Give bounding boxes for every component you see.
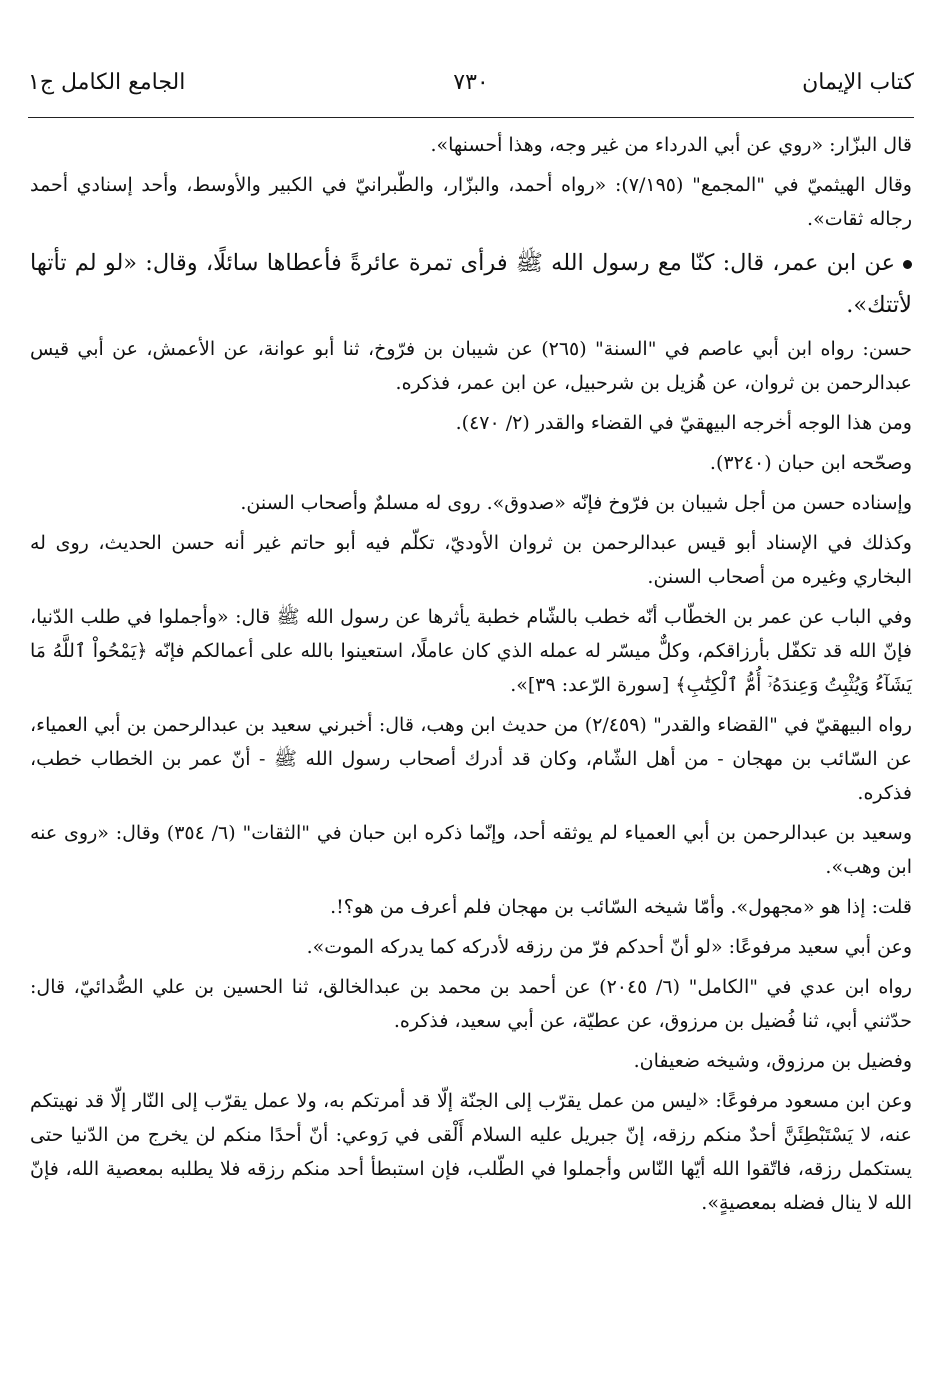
page-header <box>28 52 914 112</box>
paragraph: وصحّحه ابن حبان (٣٢٤٠). <box>709 452 912 474</box>
paragraph: وعن أبي سعيد مرفوعًا: «لو أنّ أحدكم فرّ من رزقه لأدركه كما يدركه الموت». <box>306 936 912 958</box>
paragraph: وفي الباب عن عمر بن الخطّاب أنّه خطب بالشّام خطبة يأثرها عن رسول الله ﷺ قال: «وأجملوا في طلب الدّنيا، فإنّ الله قد تكفّل بأرزاقكم، وكلٌّ ميسّر له عمله الذي كان عاملًا، استعينوا بالله على أعمالكم فإنّه ﴿يَمْحُواْ ٱللَّهُ مَا يَشَآءُ وَيُثْبِتُ وَعِندَهُۥٓ أُمُّ ٱلْكِتَٰبِ﴾ [سورة الرّعد: ٣٩]». <box>30 606 912 696</box>
bullet-icon <box>903 260 912 269</box>
paragraph: وإسناده حسن من أجل شيبان بن فرّوخ فإنّه «صدوق». روى له مسلمٌ وأصحاب السنن. <box>240 492 912 514</box>
paragraph: رواه البيهقيّ في "القضاء والقدر" (٢/٤٥٩) من حديث ابن وهب، قال: أخبرني سعيد بن عبدالرحمن بن أبي العمياء، عن السّائب بن مهجان - من أهل الشّام، وكان قد أدرك أصحاب رسول الله ﷺ - أنّ عمر بن الخطاب خطب، فذكره. <box>30 714 912 804</box>
paragraph: وسعيد بن عبدالرحمن بن أبي العمياء لم يوثقه أحد، وإنّما ذكره ابن حبان في "الثقات" (٦/ ٣٥٤) وقال: «روى عنه ابن وهب». <box>30 822 913 878</box>
page-number: ٧٣٠ <box>453 69 489 95</box>
paragraph: ومن هذا الوجه أخرجه البيهقيّ في القضاء والقدر (٢/ ٤٧٠). <box>455 412 912 434</box>
header-rule <box>28 117 914 118</box>
header-chapter-title: كتاب الإيمان <box>802 69 914 95</box>
paragraph: وقال الهيثميّ في "المجمع" (٧/١٩٥): «رواه أحمد، والبزّار، والطّبرانيّ في الكبير والأوسط، وأحد إسنادي أحمد رجاله ثقات». <box>30 174 912 230</box>
paragraph: رواه ابن عدي في "الكامل" (٦/ ٢٠٤٥) عن أحمد بن محمد بن عبدالخالق، ثنا الحسين بن علي الصُّدائيّ، قال: حدّثني أبي، ثنا فُضيل بن مرزوق، عن عطيّة، عن أبي سعيد، فذكره. <box>30 976 912 1032</box>
hadith-paragraph <box>30 242 912 326</box>
paragraph: قال البزّار: «روي عن أبي الدرداء من غير وجه، وهذا أحسنها». <box>430 134 912 156</box>
paragraph: وفضيل بن مرزوق، وشيخه ضعيفان. <box>633 1050 912 1072</box>
page-body <box>30 128 912 1226</box>
paragraph: وكذلك في الإسناد أبو قيس عبدالرحمن بن ثروان الأوديّ، تكلّم فيه أبو حاتم غير أنه حسن الحديث، روى له البخاري وغيره من أصحاب السنن. <box>30 532 912 588</box>
hadith-text: عن ابن عمر، قال: كنّا مع رسول الله ﷺ فرأى تمرة عائرةً فأعطاها سائلًا، وقال: «لو لم تأتها لأتتك». <box>30 250 912 318</box>
paragraph: وعن ابن مسعود مرفوعًا: «ليس من عمل يقرّب إلى الجنّة إلّا قد أمرتكم به، ولا عمل يقرّب إلى النّار إلّا قد نهيتكم عنه، لا يَسْتَبْطِئَنَّ أحدٌ منكم رزقه، إنّ جبريل عليه السلام أَلْقى في رَوعي: أنّ أحدًا منكم لن يخرج من الدّنيا حتى يستكمل رزقه، فاتّقوا الله أيّها النّاس وأجملوا في الطّلب، فإن استبطأ أحد منكم رزقه فلا يطلبه بمعصية الله، فإنّ الله لا ينال فضله بمعصيةٍ». <box>30 1090 912 1214</box>
paragraph: قلت: إذا هو «مجهول». وأمّا شيخه السّائب بن مهجان فلم أعرف من هو؟!. <box>330 896 912 918</box>
paragraph: حسن: رواه ابن أبي عاصم في "السنة" (٢٦٥) عن شيبان بن فرّوخ، ثنا أبو عوانة، عن الأعمش، عن أبي قيس عبدالرحمن بن ثروان، عن هُزيل بن شرحبيل، عن ابن عمر، فذكره. <box>30 338 912 394</box>
header-book-title: الجامع الكامل ج١ <box>28 69 186 95</box>
